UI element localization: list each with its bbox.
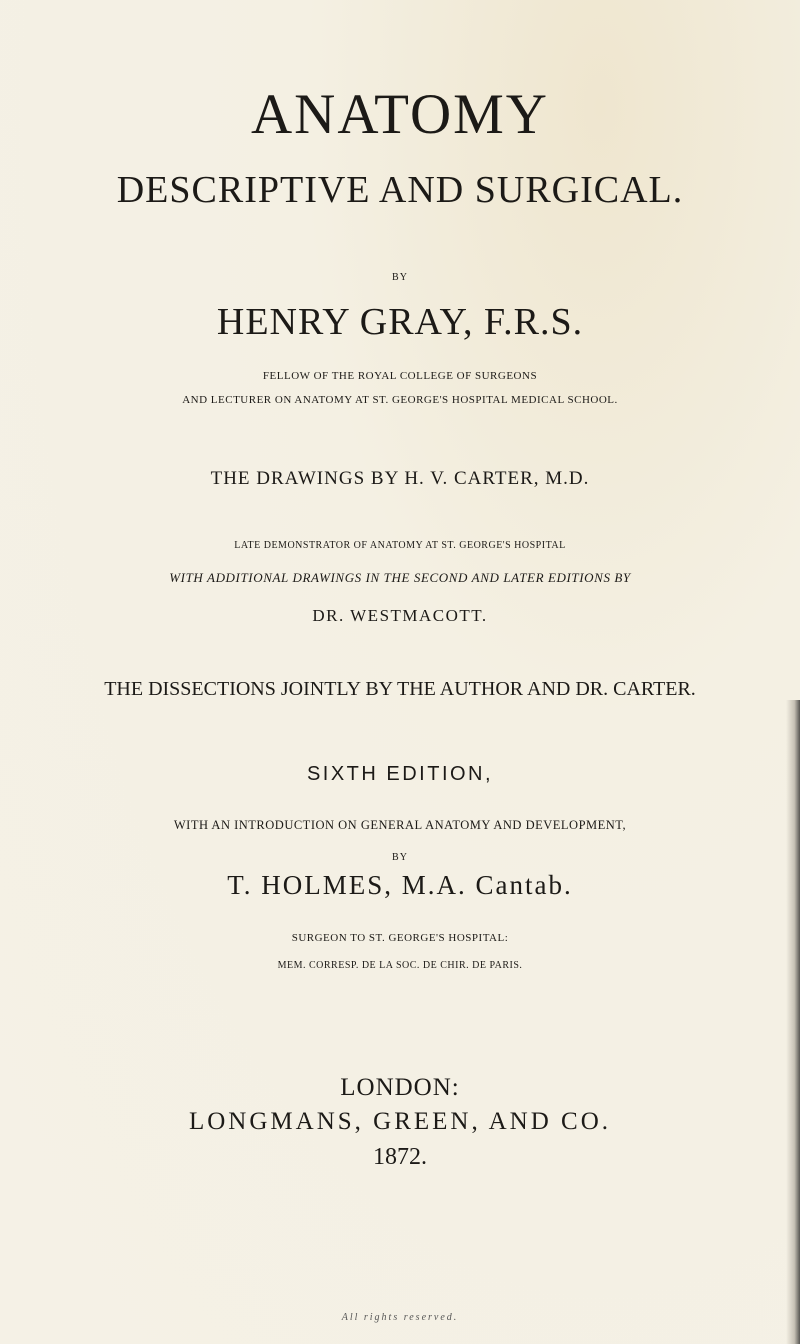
drawings-credit: THE DRAWINGS BY H. V. CARTER, M.D. bbox=[210, 468, 590, 489]
dissections-credit: THE DISSECTIONS JOINTLY BY THE AUTHOR AND DR. CARTER. bbox=[104, 678, 696, 700]
editor-credential-1: SURGEON TO ST. GEORGE'S HOSPITAL: bbox=[291, 932, 509, 944]
author-credential-1: FELLOW OF THE ROYAL COLLEGE OF SURGEONS bbox=[262, 370, 538, 382]
illustrator-credential: LATE DEMONSTRATOR OF ANATOMY AT ST. GEORGE'S HOSPITAL bbox=[234, 540, 566, 551]
by-label: BY bbox=[392, 272, 408, 283]
imprint-publisher: LONGMANS, GREEN, AND CO. bbox=[188, 1108, 611, 1135]
book-title: ANATOMY bbox=[251, 83, 549, 146]
additional-illustrator: DR. WESTMACOTT. bbox=[312, 606, 488, 625]
imprint-year: 1872. bbox=[373, 1144, 427, 1170]
rights-notice: All rights reserved. bbox=[341, 1312, 459, 1323]
additional-drawings-credit: WITH ADDITIONAL DRAWINGS IN THE SECOND AND LATER EDITIONS BY bbox=[169, 570, 631, 585]
author-credential-2: AND LECTURER ON ANATOMY AT ST. GEORGE'S HOSPITAL MEDICAL SCHOOL. bbox=[182, 394, 618, 406]
editor-credential-2: MEM. CORRESP. DE LA SOC. DE CHIR. DE PARIS. bbox=[277, 960, 523, 971]
imprint-city: LONDON: bbox=[340, 1074, 460, 1101]
edition-label: SIXTH EDITION, bbox=[306, 763, 494, 785]
author-name: HENRY GRAY, F.R.S. bbox=[216, 301, 584, 343]
page-edge-shadow bbox=[786, 700, 800, 1344]
introduction-credit: WITH AN INTRODUCTION ON GENERAL ANATOMY AND DEVELOPMENT, bbox=[173, 818, 627, 832]
book-subtitle: DESCRIPTIVE AND SURGICAL. bbox=[116, 169, 684, 211]
editor-name: T. HOLMES, M.A. Cantab. bbox=[227, 870, 573, 900]
by-label-2: BY bbox=[392, 852, 408, 863]
